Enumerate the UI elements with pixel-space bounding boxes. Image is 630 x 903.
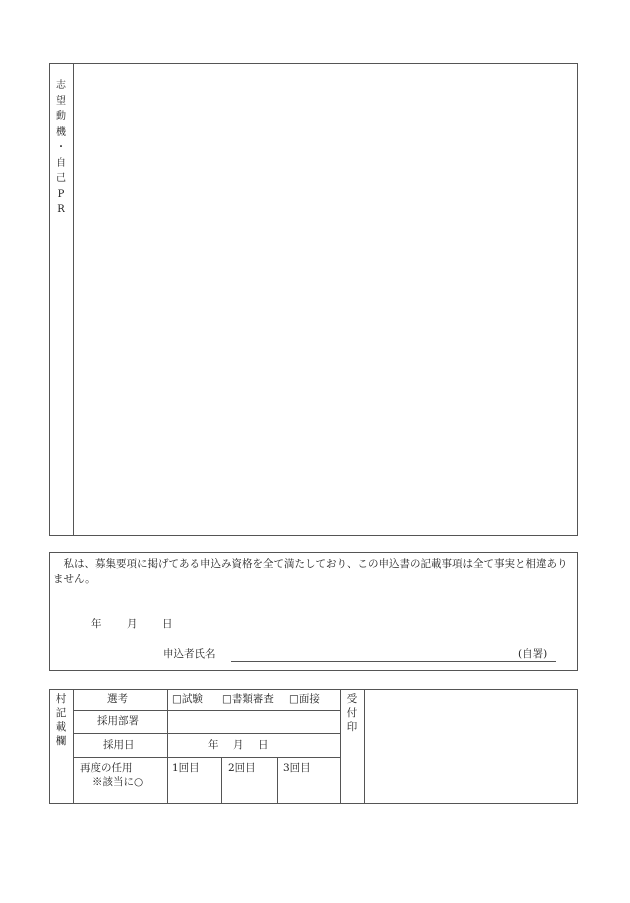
vertical-label-char: 機	[56, 126, 66, 138]
row-divider-2	[73, 733, 341, 734]
applicant-name-field[interactable]	[231, 645, 555, 661]
vertical-label-char: 欄	[55, 735, 67, 747]
vertical-label-char: ・	[56, 142, 66, 153]
hire-date-label: 採用日	[103, 739, 135, 751]
reappointment-count-2[interactable]: 2回目	[228, 762, 256, 774]
row-divider-1	[73, 710, 341, 711]
declaration-text: 私は、募集要項に掲げてある申込み資格を全て満たしており、この申込書の記載事項は全て事実と相違ありません。	[53, 558, 568, 585]
reappointment-note: ※該当に○	[92, 776, 144, 788]
vertical-label-char: R	[57, 204, 65, 215]
vertical-label-char: 自	[56, 157, 66, 169]
vertical-label-char: 載	[55, 721, 67, 733]
count-divider-2	[277, 757, 278, 804]
motivation-label	[49, 78, 73, 218]
hire-date-day: 日	[258, 739, 269, 751]
vertical-label-char: 志	[56, 80, 66, 91]
vertical-label-char: 付	[346, 707, 358, 719]
vertical-label-char: 己	[56, 173, 66, 184]
office-column-divider	[167, 689, 168, 804]
selection-label: 選考	[107, 693, 128, 705]
applicant-name-underline	[231, 661, 556, 662]
selection-option-exam[interactable]: □試験	[172, 693, 203, 705]
vertical-label-char: 印	[346, 721, 358, 733]
count-divider-1	[221, 757, 222, 804]
receipt-stamp-area[interactable]	[366, 691, 576, 802]
vertical-label-char: 望	[56, 95, 66, 107]
office-label-divider	[73, 689, 74, 804]
vertical-label-char: 動	[56, 111, 66, 122]
vertical-label-char: P	[57, 188, 65, 200]
selection-option-interview[interactable]: □面接	[289, 693, 320, 705]
signature-note: (自署)	[518, 648, 548, 660]
reappointment-label: 再度の任用	[80, 762, 133, 774]
vertical-label-char: 受	[346, 693, 358, 705]
vertical-label-char: 記	[55, 707, 67, 719]
row-divider-3	[73, 757, 341, 758]
receipt-right-divider	[364, 689, 365, 804]
declaration-date-year: 年	[91, 618, 102, 630]
department-value[interactable]	[170, 713, 338, 731]
hire-date-year: 年	[208, 739, 219, 751]
vertical-label-char: 村	[55, 693, 67, 705]
department-label: 採用部署	[97, 715, 139, 727]
declaration-date-day: 日	[162, 618, 173, 630]
hire-date-month: 月	[233, 739, 244, 751]
selection-option-document-review[interactable]: □書類審査	[222, 693, 274, 705]
reappointment-count-1[interactable]: 1回目	[172, 762, 200, 774]
reappointment-count-3[interactable]: 3回目	[283, 762, 311, 774]
office-use-label	[49, 692, 73, 748]
motivation-label-divider	[73, 63, 74, 536]
receipt-stamp-label	[340, 692, 364, 734]
motivation-writing-area[interactable]	[75, 65, 576, 534]
applicant-name-label: 申込者氏名	[163, 648, 216, 660]
declaration-date-month: 月	[127, 618, 138, 630]
